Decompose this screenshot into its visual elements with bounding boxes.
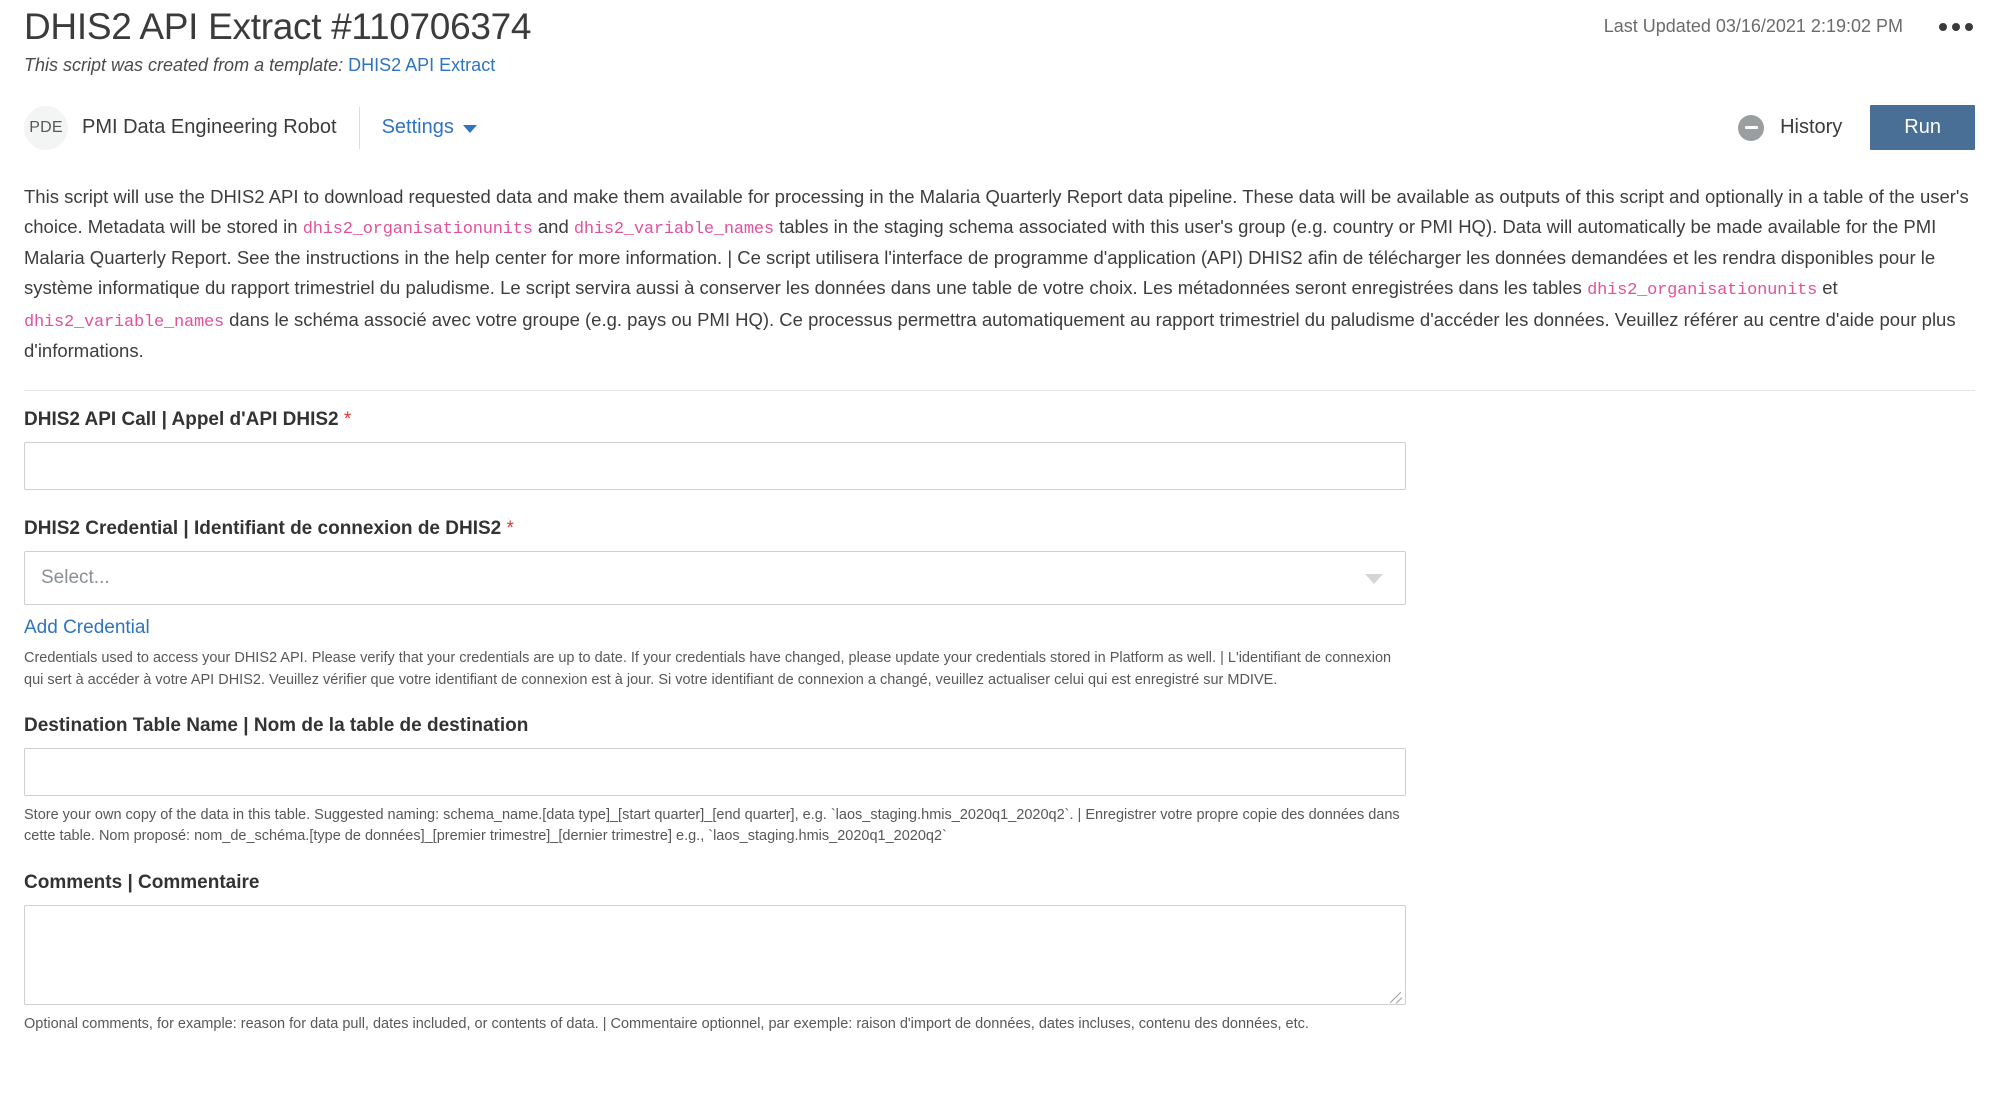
more-options-icon[interactable] — [1937, 19, 1975, 35]
script-toolbar — [24, 100, 1975, 156]
add-credential-link[interactable]: Add Credential — [24, 617, 150, 639]
credential-select-placeholder: Select... — [41, 567, 110, 589]
field-credential — [24, 518, 1975, 691]
description-part-2: and — [532, 215, 574, 237]
code-token-variable-names: dhis2_variable_names — [573, 219, 774, 239]
kebab-dot — [1939, 23, 1947, 31]
chevron-down-icon — [1365, 574, 1383, 584]
resize-handle-icon[interactable] — [1387, 986, 1403, 1002]
credential-help-text: Credentials used to access your DHIS2 API. Please verify that your credentials are up to date. If your credentials have changed, please update your credentials stored in Platform as well. | L'identifiant de connexion qui sert à accéder à votre API DHIS2. Veuillez vérifier que votre identifiant de connexion est à jour. Si votre identifiant de connexion a changé, veuillez actualiser celui qui est enregistré sur MDIVE. — [24, 650, 1392, 688]
field-api-call — [24, 409, 1975, 490]
credential-label-text: DHIS2 Credential | Identifiant de connexion de DHIS2 — [24, 518, 502, 540]
spacer — [24, 693, 1975, 715]
comments-textarea[interactable] — [24, 905, 1406, 1005]
owner-name: PMI Data Engineering Robot — [82, 116, 337, 139]
run-button[interactable]: Run — [1870, 105, 1975, 150]
page-title: DHIS2 API Extract #110706374 — [24, 6, 532, 47]
comments-textarea-wrap — [24, 905, 1406, 1005]
last-updated-timestamp: Last Updated 03/16/2021 2:19:02 PM — [1603, 16, 1903, 36]
template-link[interactable]: DHIS2 API Extract — [348, 54, 496, 75]
code-token-organisationunits: dhis2_organisationunits — [302, 219, 533, 239]
credential-select[interactable] — [24, 551, 1406, 605]
description-part-3: tables in the staging schema associated with this user's group (e.g. country or PMI HQ). Data will automatically be made available for the PMI Malaria Quarterly Report. See the instructions in the help center for more information. | Ce script utilisera l'interface de programme d'application (API) DHIS2 afin de télécharger les données demandées et les rendra disponibles pour le système informatique du rapport trimestriel du paludisme. Le script servira aussi à conserver les données dans une table de votre choix. Les métadonnées seront enregistrées dans les tables — [24, 215, 1937, 299]
chevron-down-icon — [463, 125, 477, 133]
template-subtitle — [24, 55, 1975, 76]
required-asterisk: * — [506, 518, 514, 540]
settings-menu-button[interactable] — [382, 116, 477, 139]
api-call-input[interactable] — [24, 442, 1406, 490]
section-divider — [24, 390, 1975, 391]
comments-label-text: Comments | Commentaire — [24, 871, 260, 893]
spacer — [24, 850, 1975, 872]
spacer — [24, 492, 1975, 518]
template-subtitle-prefix: This script was created from a template: — [24, 54, 344, 75]
destination-label — [24, 715, 1975, 737]
field-comments — [24, 872, 1975, 1035]
code-token-organisationunits-fr: dhis2_organisationunits — [1587, 281, 1818, 301]
description-part-5: dans le schéma associé avec votre groupe (e.g. pays ou PMI HQ). Ce processus permettra automatiquement au rapport trimestriel du paludisme d'accéder les données. Veuillez référer au centre d'aide pour plus d'informations. — [24, 308, 1956, 362]
field-destination-table — [24, 715, 1975, 848]
credential-label — [24, 518, 1975, 540]
kebab-dot — [1952, 23, 1960, 31]
required-asterisk: * — [343, 409, 352, 431]
avatar: PDE — [24, 106, 68, 150]
history-button[interactable] — [1738, 115, 1842, 141]
comments-label — [24, 872, 1975, 894]
page-header — [24, 0, 1975, 49]
header-right-controls — [1604, 6, 1975, 37]
destination-label-text: Destination Table Name | Nom de la table de destination — [24, 714, 529, 736]
settings-label: Settings — [381, 116, 454, 139]
description-part-4: et — [1817, 277, 1838, 299]
code-token-variable-names-fr: dhis2_variable_names — [24, 312, 225, 332]
history-label: History — [1780, 116, 1843, 139]
script-parameters-form — [24, 409, 1975, 1035]
api-call-label — [24, 409, 1975, 431]
comments-help-text: Optional comments, for example: reason for data pull, dates included, or contents of data. | Commentaire optionnel, par exemple: raison d'import de données, dates incluses, contenu des données, etc. — [24, 1015, 1309, 1032]
kebab-dot — [1965, 23, 1973, 31]
minus-circle-icon — [1738, 115, 1764, 141]
script-description — [24, 182, 1975, 367]
toolbar-divider — [359, 107, 360, 149]
destination-table-input[interactable] — [24, 748, 1406, 796]
api-call-label-text: DHIS2 API Call | Appel d'API DHIS2 — [24, 409, 339, 431]
description-part-1: This script will use the DHIS2 API to download requested data and make them available for processing in the Malaria Quarterly Report data pipeline. These data will be available as outputs of this script and optionally in a table of the user's choice. Metadata will be stored in — [24, 185, 1969, 237]
destination-help-text: Store your own copy of the data in this table. Suggested naming: schema_name.[data type]_[start quarter]_[end quarter], e.g. `laos_staging.hmis_2020q1_2020q2`. | Enregistrer votre propre copie des données dans cette table. Nom proposé: nom_de_schéma.[type de données]_[premier trimestre]_[dernier trimestre] e.g., `laos_staging.hmis_2020q1_2020q2` — [24, 806, 1400, 845]
